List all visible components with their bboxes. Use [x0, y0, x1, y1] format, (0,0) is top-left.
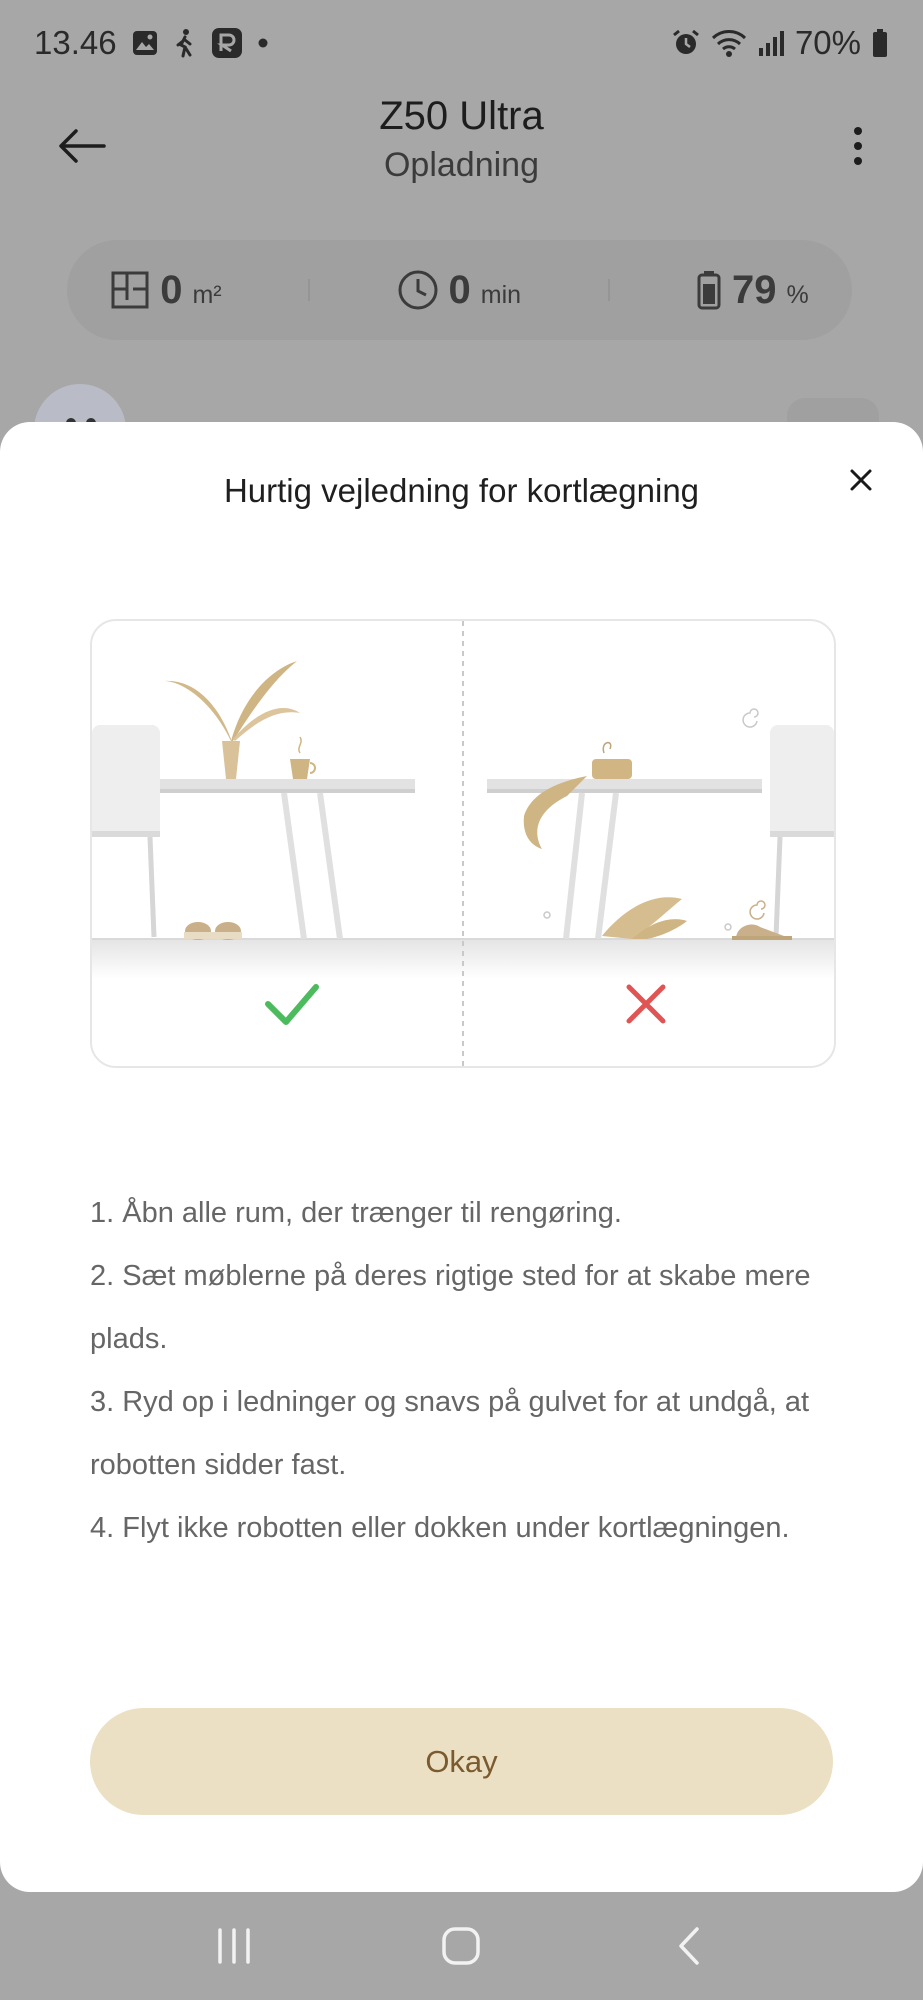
r-app-icon: [211, 27, 243, 59]
mapping-guide-sheet: [0, 422, 923, 1892]
battery-percent: 70%: [794, 24, 861, 61]
more-options-button[interactable]: [833, 116, 883, 176]
stat-divider: [308, 279, 310, 301]
signal-icon: [757, 29, 785, 57]
wifi-icon: [711, 28, 747, 58]
map-area-icon: [110, 270, 150, 310]
checkmark-icon: [268, 987, 316, 1022]
guide-steps: [90, 1182, 850, 1560]
time-stat: [397, 268, 522, 313]
home-button[interactable]: [421, 1906, 501, 1986]
battery-stat: [696, 268, 809, 313]
messy-room-scene: [487, 709, 834, 940]
room-comparison-illustration: [92, 621, 834, 1066]
status-bar: [0, 0, 923, 86]
time-unit: min: [480, 280, 522, 309]
mapping-illustration: [90, 619, 836, 1068]
tidy-room-scene: [92, 661, 415, 940]
system-back-button[interactable]: [649, 1906, 729, 1986]
area-unit: m²: [192, 280, 222, 309]
cross-icon: [629, 987, 663, 1021]
back-icon: [675, 1926, 703, 1966]
area-value: 0: [160, 267, 183, 312]
time-value: 0: [448, 267, 471, 312]
more-vertical-icon: [853, 126, 863, 166]
battery-unit: %: [786, 280, 809, 309]
battery-icon: [871, 28, 889, 58]
recents-button[interactable]: [194, 1906, 274, 1986]
system-nav-bar: [0, 1892, 923, 2000]
walking-icon: [173, 28, 197, 58]
app-header: [0, 86, 923, 226]
stat-divider: [608, 279, 610, 301]
okay-button[interactable]: Okay: [90, 1708, 833, 1815]
status-time: 13.46: [34, 24, 117, 61]
guide-step: 2. Sæt møblerne på deres rigtige sted for at skabe mere plads.: [90, 1260, 811, 1355]
dot-icon: [257, 37, 269, 49]
stats-bar: [67, 240, 852, 340]
area-stat: [110, 268, 221, 313]
guide-step: 4. Flyt ikke robotten eller dokken under kortlægningen.: [90, 1512, 790, 1544]
device-status: Opladning: [383, 146, 539, 184]
guide-step: 3. Ryd op i ledninger og snavs på gulvet for at undgå, at robotten sidder fast.: [90, 1386, 810, 1481]
gallery-icon: [131, 29, 159, 57]
clock-icon: [397, 269, 439, 311]
guide-step: 1. Åbn alle rum, der trænger til rengøring.: [90, 1197, 622, 1229]
home-icon: [441, 1926, 481, 1966]
battery-level-icon: [696, 270, 722, 310]
battery-value: 79: [731, 267, 777, 312]
recents-icon: [214, 1928, 254, 1964]
device-name: Z50 Ultra: [379, 94, 544, 138]
alarm-icon: [671, 28, 701, 58]
sheet-title: Hurtig vejledning for kortlægning: [223, 472, 700, 509]
